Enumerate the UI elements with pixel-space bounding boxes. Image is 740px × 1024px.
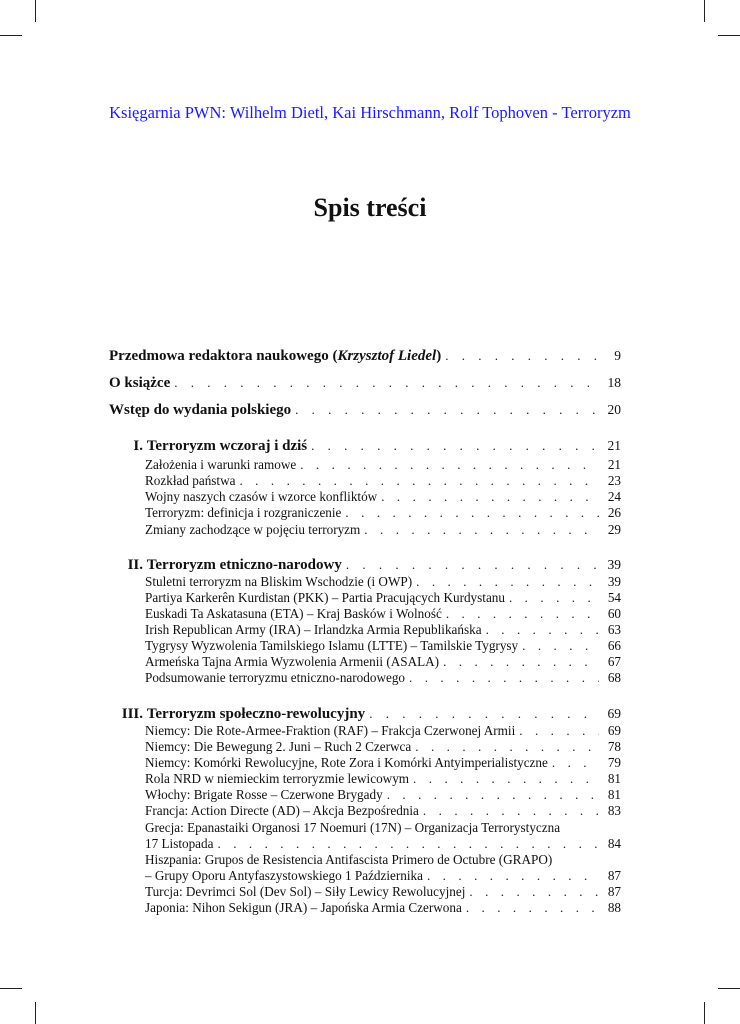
toc-entry[interactable]: Euskadi Ta Askatasuna (ETA) – Kraj Basków i Wolność . . . 60 (109, 606, 621, 622)
toc-entry[interactable]: Turcja: Devrimci Sol (Dev Sol) – Siły Lewicy Rewolucyjnej . . . 87 (109, 884, 621, 900)
toc-chapter-2[interactable]: II. Terroryzm etniczno-narodowy . . . 39 (109, 557, 621, 574)
page-number: 21 (607, 438, 621, 453)
toc-chapter-1[interactable]: I. Terroryzm wczoraj i dziś . . . 21 (109, 438, 621, 455)
crop-mark (35, 0, 36, 22)
crop-mark (35, 1002, 36, 1024)
page-number: 39 (607, 557, 621, 572)
toc-entry[interactable]: Włochy: Brigate Rosse – Czerwone Brygady . . . 81 (109, 787, 621, 803)
page-title: Spis treści (313, 193, 427, 222)
toc-entry[interactable]: Terroryzm: definicja i rozgraniczenie . . . 26 (109, 505, 621, 521)
page-number: 20 (607, 402, 621, 417)
page-number: 69 (607, 706, 621, 721)
crop-mark (704, 0, 705, 22)
crop-mark (704, 1002, 705, 1024)
toc-entry[interactable]: Niemcy: Komórki Rewolucyjne, Rote Zora i Komórki Antyimperialistyczne . . . 79 (109, 755, 621, 771)
crop-mark (0, 35, 22, 36)
toc-entry[interactable]: – Grupy Oporu Antyfaszystowskiego 1 Października . . . 87 (109, 868, 621, 884)
page-number: 18 (607, 375, 621, 390)
toc-entry[interactable]: Założenia i warunki ramowe . . . 21 (109, 457, 621, 473)
toc-entry[interactable]: 17 Listopada . . . 84 (109, 836, 621, 852)
toc-entry[interactable]: Niemcy: Die Rote-Armee-Fraktion (RAF) – Frakcja Czerwonej Armii . . . 69 (109, 723, 621, 739)
toc-entry-intro[interactable]: Wstęp do wydania polskiego . . . 20 (109, 402, 621, 419)
toc-entry-about-book[interactable]: O książce . . . 18 (109, 375, 621, 392)
toc-entry-foreword[interactable]: Przedmowa redaktora naukowego (Krzysztof Liedel) . . . 9 (109, 348, 621, 365)
toc-entry[interactable]: Zmiany zachodzące w pojęciu terroryzm . . . 29 (109, 522, 621, 538)
page-number: 9 (614, 348, 621, 363)
toc-entry[interactable]: Tygrysy Wyzwolenia Tamilskiego Islamu (LTTE) – Tamilskie Tygrysy . . . 66 (109, 638, 621, 654)
toc-entry[interactable]: Francja: Action Directe (AD) – Akcja Bezpośrednia . . . 83 (109, 803, 621, 819)
toc-entry[interactable]: Stuletni terroryzm na Bliskim Wschodzie (i OWP) . . . 39 (109, 574, 621, 590)
toc-chapter-3[interactable]: III. Terroryzm społeczno-rewolucyjny . . . 69 (109, 706, 621, 723)
toc-entry[interactable]: Podsumowanie terroryzmu etniczno-narodowego . . . 68 (109, 670, 621, 686)
toc-entry[interactable]: Japonia: Nihon Sekigun (JRA) – Japońska Armia Czerwona . . . 88 (109, 900, 621, 916)
toc-entry[interactable]: Partiya Karkerên Kurdistan (PKK) – Partia Pracujących Kurdystanu . . . 54 (109, 590, 621, 606)
toc-entry[interactable]: Rozkład państwa . . . 23 (109, 473, 621, 489)
toc-entry[interactable]: Niemcy: Die Bewegung 2. Juni – Ruch 2 Czerwca . . . 78 (109, 739, 621, 755)
publisher-link[interactable]: Księgarnia PWN: Wilhelm Dietl, Kai Hirschmann, Rolf Tophoven - Terroryzm (109, 103, 631, 122)
toc-entry-line1[interactable]: Hiszpania: Grupos de Resistencia Antifascista Primero de Octubre (GRAPO) (145, 852, 553, 867)
crop-mark (718, 988, 740, 989)
crop-mark (0, 988, 22, 989)
toc-entry[interactable]: Irish Republican Army (IRA) – Irlandzka Armia Republikańska . . . 63 (109, 622, 621, 638)
toc-entry[interactable]: Rola NRD w niemieckim terroryzmie lewicowym . . . 81 (109, 771, 621, 787)
toc-entry[interactable]: Armeńska Tajna Armia Wyzwolenia Armenii (ASALA) . . . 67 (109, 654, 621, 670)
toc-entry[interactable]: Wojny naszych czasów i wzorce konfliktów . . . 24 (109, 489, 621, 505)
toc-entry-line1[interactable]: Grecja: Epanastaiki Organosi 17 Noemuri (17N) – Organizacja Terrorystyczna (145, 820, 561, 835)
crop-mark (718, 35, 740, 36)
